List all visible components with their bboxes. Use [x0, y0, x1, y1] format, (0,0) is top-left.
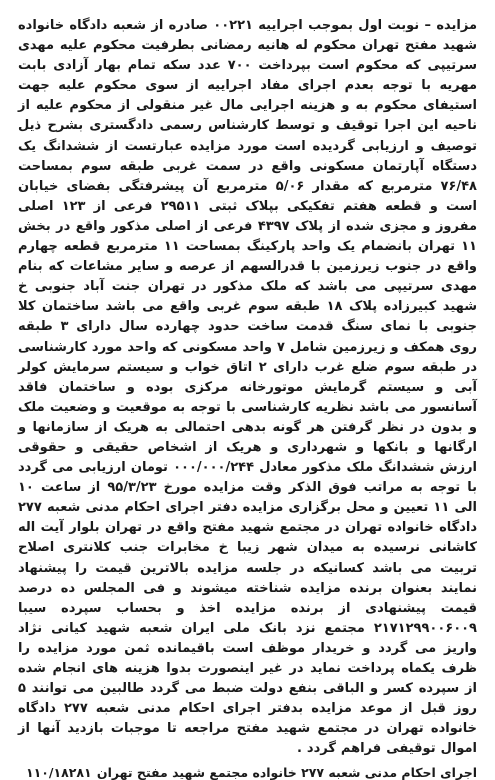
notice-footer	[18, 765, 477, 780]
notice-issuer: اجرای احکام مدنی شعبه ۲۷۷ خانواده مجتمع شهید مفتح تهران	[96, 765, 477, 780]
notice-code: ۱۱۰/۱۸۲۸۱	[26, 765, 92, 780]
auction-notice	[18, 16, 478, 780]
notice-body: مزایده – نوبت اول بموجب اجراییه ۰۰۲۲۱ صادره از شعبه دادگاه خانواده شهید مفتح تهران محکوم له هانیه رمضانی بطرفیت محکوم علیه مهدی سرتیپی که محکوم است بپرداخت ۷۰۰ عدد سکه تمام بهار آزادی بابت مهریه با توجه بعدم اجرای مفاد اجراییه از سوی محکوم علیه جهت استیفای محکوم به و هزینه اجرایی مال غیر منقولی از محکوم علیه از ناحیه این اجرا توقیف و توسط کارشناس رسمی دادگستری بشرح ذیل توصیف و ارزیابی گردیده است مورد مزایده عبارتست از ششدانگ یک دستگاه آپارتمان مسکونی واقع در سمت غربی طبقه سوم بمساحت ۷۶/۴۸ مترمربع که مقدار ۵/۰۶ مترمربع آن پیشرفتگی بفضای خیابان است و قطعه هفتم تفکیکی بپلاک ثبتی ۲۹۵۱۱ فرعی از ۱۲۳ اصلی مفروز و مجزی شده از پلاک ۴۳۹۷ فرعی از اصلی مذکور واقع در بخش ۱۱ تهران بانضمام یک واحد پارکینگ بمساحت ۱۱ مترمربع قطعه چهارم واقع در جنوب زیرزمین با قدرالسهم از عرصه و سایر مشاعات که بنام مهدی سرتیپی می باشد که ملک مذکور در تهران جنت آباد جنوبی خ شهید کبیرزاده پلاک ۱۸ طبقه سوم غربی واقع می باشد ساختمان کلا جنوبی با نمای سنگ قدمت ساخت حدود چهارده سال دارای ۳ طبقه روی همکف و زیرزمین شامل ۷ واحد مسکونی که واحد مورد کارشناسی در طبقه سوم ضلع غرب دارای ۲ اتاق خواب و سیستم سرمایش کولر آبی و سیستم گرمایش موتورخانه مرکزی بوده و ساختمان فاقد آسانسور می باشد نظریه کارشناسی با توجه به موقعیت و وضعیت ملک و بدون در نظر گرفتن هر گونه بدهی احتمالی به هریک از سازمانها و ارگانها و بانکها و شهرداری و هریک از اشخاص حقیقی و حقوقی ارزش ششدانگ ملک مذکور معادل ۰۰۰/۰۰۰/۲۴۴ تومان ارزیابی می گردد با توجه به مراتب فوق الذکر وقت مزایده مورخ ۹۵/۳/۲۳ از ساعت ۱۰ الی ۱۱ تعیین و محل برگزاری مزایده دفتر اجرای احکام مدنی شعبه ۲۷۷ دادگاه خانواده تهران در مجتمع شهید مفتح واقع در تهران بلوار آیت اله کاشانی نرسیده به میدان شهر زیبا خ مخابرات جنب کلانتری اصلاح تربیت می باشد کسانیکه در جلسه مزایده بالاترین قیمت را پیشنهاد نمایند بعنوان برنده مزایده شناخته میشوند و فی المجلس ده درصد قیمت پیشنهادی از برنده مزایده اخذ و بحساب سپرده سیبا ۲۱۷۱۲۹۹۰۰۶۰۰۹ مجتمع نزد بانک ملی ایران شعبه شهید کیانی نژاد واریز می گردد و خریدار موظف است باقیمانده ثمن مورد مزایده را ظرف یکماه پرداخت نماید در غیر اینصورت بدوا هزینه های انجام شده از سپرده کسر و الباقی بنفع دولت ضبط می گردد طالبین می توانند ۵ روز قبل از موعد مزایده بدفتر اجرای احکام مدنی شعبه ۲۷۷ دادگاه خانواده تهران در مجتمع شهید مفتح مراجعه تا موجبات بازدید آنها از اموال توقیفی فراهم گردد .	[18, 18, 478, 757]
